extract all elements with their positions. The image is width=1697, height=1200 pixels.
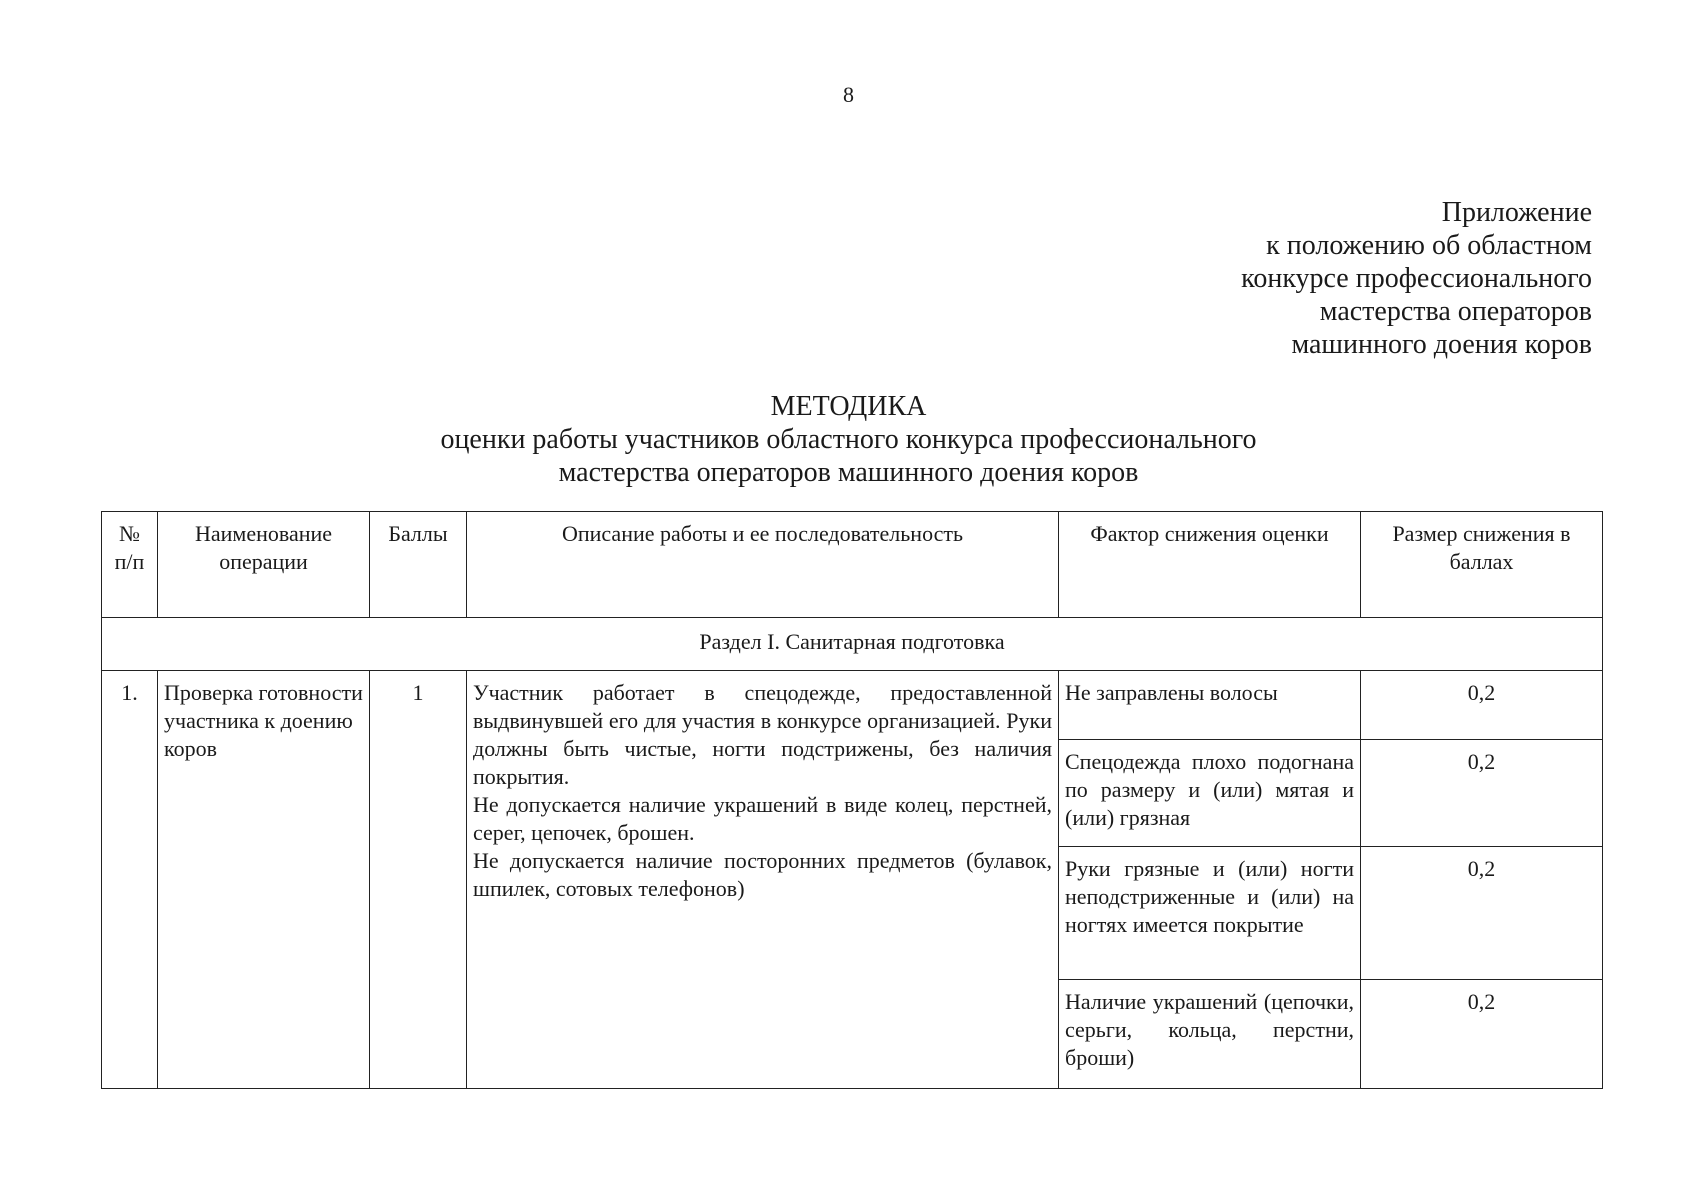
document-title: [0, 390, 1697, 489]
reduction-factor: Наличие украшений (цепочки, серьги, кольца, перстни, броши): [1059, 980, 1361, 1089]
header-number: № п/п: [102, 512, 158, 618]
item-number: 1.: [102, 671, 158, 1089]
description-paragraph: Участник работает в спецодежде, предоставленной выдвинувшей его для участия в конкурсе организацией. Руки должны быть чистые, ногти подстрижены, без наличия покрытия.: [473, 680, 1052, 789]
reduction-factor: Спецодежда плохо подогнана по размеру и (или) мятая и (или) грязная: [1059, 740, 1361, 847]
section-row: [102, 618, 1603, 671]
header-description: Описание работы и ее последовательность: [467, 512, 1059, 618]
appendix-line: Приложение: [1441, 197, 1592, 228]
item-description: [467, 671, 1059, 1089]
reduction-factor: Руки грязные и (или) ногти неподстриженные и (или) на ногтях имеется покрытие: [1059, 847, 1361, 980]
section-title: Раздел I. Санитарная подготовка: [102, 618, 1603, 671]
table-row: [102, 671, 1603, 740]
reduction-factor: Не заправлены волосы: [1059, 671, 1361, 740]
title-heading: МЕТОДИКА: [770, 391, 927, 422]
appendix-line: конкурсе профессионального: [1241, 263, 1592, 294]
reduction-value: 0,2: [1361, 740, 1603, 847]
header-reduction-size: Размер снижения в баллах: [1361, 512, 1603, 618]
item-operation-name: Проверка готовности участника к доению коров: [158, 671, 370, 1089]
header-reduction-factor: Фактор снижения оценки: [1059, 512, 1361, 618]
header-operation-name: Наименование операции: [158, 512, 370, 618]
table-header-row: [102, 512, 1603, 618]
description-paragraph: Не допускается наличие посторонних предметов (булавок, шпилек, сотовых телефонов): [473, 848, 1052, 901]
item-points: 1: [370, 671, 467, 1089]
appendix-block: [1241, 196, 1592, 361]
description-paragraph: Не допускается наличие украшений в виде колец, перстней, серег, цепочек, брошен.: [473, 792, 1052, 845]
reduction-value: 0,2: [1361, 671, 1603, 740]
page-number: 8: [843, 82, 854, 107]
methodology-table: [101, 511, 1603, 1089]
header-points: Баллы: [370, 512, 467, 618]
reduction-value: 0,2: [1361, 847, 1603, 980]
title-subtitle-line: оценки работы участников областного конкурса профессионального: [440, 424, 1257, 455]
title-subtitle-line: мастерства операторов машинного доения коров: [558, 457, 1139, 488]
appendix-line: машинного доения коров: [1291, 329, 1592, 360]
appendix-line: к положению об областном: [1266, 230, 1592, 261]
appendix-line: мастерства операторов: [1319, 296, 1592, 327]
reduction-value: 0,2: [1361, 980, 1603, 1089]
